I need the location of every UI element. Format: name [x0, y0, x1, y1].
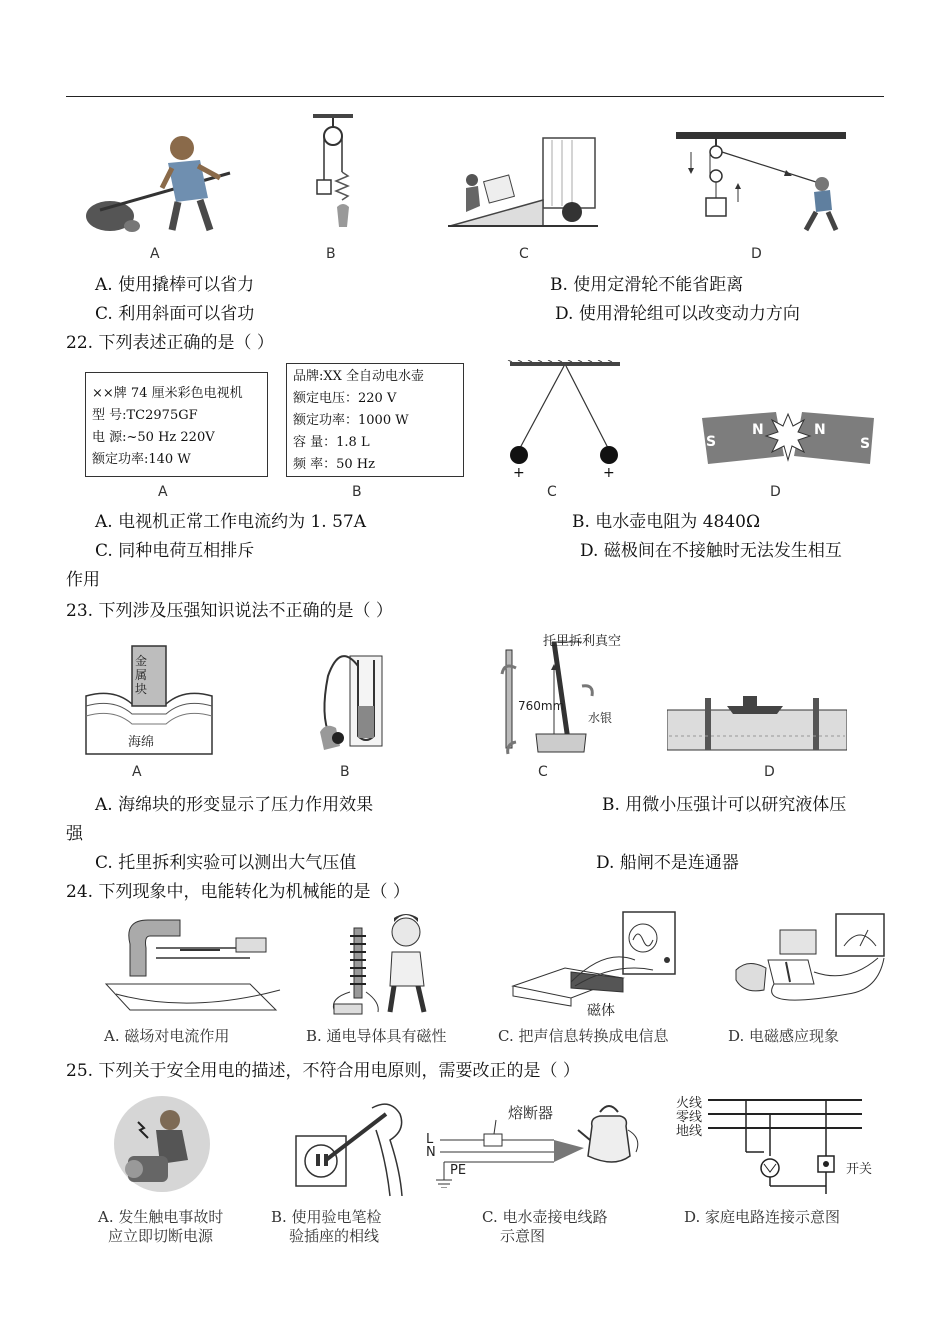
q22-figure-d-magnets — [698, 404, 880, 474]
q24-figure-d-induction — [728, 910, 888, 1018]
line-label-N: N — [426, 1145, 436, 1160]
q23-option-b: B. 用微小压强计可以研究液体压 — [602, 795, 847, 815]
kettle-line-2: 额定电压：220 V — [293, 391, 397, 406]
q21-option-d: D. 使用滑轮组可以改变动力方向 — [555, 304, 800, 324]
q25-caption-a2: 应立即切断电源 — [108, 1227, 214, 1245]
charge-sign-left: + — [513, 465, 525, 480]
q23-option-c: C. 托里拆利实验可以测出大气压值 — [95, 853, 357, 873]
magnet-pole-4: S — [860, 436, 871, 452]
switch-label: 开关 — [846, 1162, 873, 1177]
q21-option-b: B. 使用定滑轮不能省距离 — [550, 275, 744, 295]
q24-caption-b: B. 通电导体具有磁性 — [306, 1027, 447, 1045]
kettle-line-5: 频 率：50 Hz — [293, 457, 375, 472]
kettle-line-1: 品牌:XX 全自动电水壶 — [293, 369, 425, 384]
q21-label-c: C — [519, 246, 529, 262]
q21-figure-c-incline — [448, 134, 598, 234]
q21-label-d: D — [751, 246, 762, 262]
q25-figure-a-electric-shock — [112, 1094, 212, 1194]
q23-figure-c-torricelli — [496, 630, 646, 760]
q23-stem: 23. 下列涉及压强知识说法不正确的是（ ） — [66, 601, 393, 621]
tv-line-4: 额定功率:140 W — [92, 452, 191, 467]
wire-live-label: 火线 — [676, 1096, 703, 1111]
sponge-label: 海绵 — [128, 735, 155, 750]
q23-figure-b-manometer — [300, 636, 390, 756]
line-label-PE: PE — [450, 1163, 467, 1178]
wire-neutral-label: 零线 — [676, 1110, 703, 1125]
wire-ground-label: 地线 — [676, 1124, 703, 1139]
q22-option-b: B. 电水壶电阻为 4840Ω — [572, 512, 761, 532]
tv-line-3: 电 源:~50 Hz 220V — [92, 430, 215, 445]
q23-label-b: B — [340, 764, 350, 780]
q21-option-a: A. 使用撬棒可以省力 — [95, 275, 255, 295]
q24-figure-b-electromagnet — [320, 906, 450, 1018]
q22-label-d: D — [770, 484, 781, 500]
q22-tv-nameplate — [85, 372, 268, 477]
q22-kettle-nameplate — [286, 363, 464, 477]
q24-caption-d: D. 电磁感应现象 — [728, 1027, 840, 1045]
q24-stem: 24. 下列现象中，电能转化为机械能的是（ ） — [66, 882, 410, 902]
q24-caption-a: A. 磁场对电流作用 — [104, 1027, 230, 1045]
q23-option-d: D. 船闸不是连通器 — [596, 853, 739, 873]
q25-figure-d-home-circuit — [708, 1094, 863, 1198]
line-label-L: L — [426, 1132, 434, 1147]
tv-line-2: 型 号:TC2975GF — [92, 408, 198, 423]
q21-figure-d-pulley-group — [676, 132, 846, 238]
q25-figure-b-test-pen — [290, 1100, 410, 1204]
magnet-body-label: 磁体 — [587, 1003, 615, 1019]
magnet-pole-2: N — [752, 422, 764, 438]
q22-figure-c-charges — [500, 360, 630, 480]
q21-label-b: B — [326, 246, 336, 262]
kettle-line-3: 额定功率：1000 W — [293, 413, 409, 428]
q23-label-c: C — [538, 764, 548, 780]
q22-stem: 22. 下列表述正确的是（ ） — [66, 333, 274, 353]
q22-option-d: D. 磁极间在不接触时无法发生相互 — [580, 541, 842, 561]
kettle-line-4: 容 量：1.8 L — [293, 435, 370, 450]
q22-option-d-continued: 作用 — [66, 570, 100, 590]
mm760-label: 760mm — [518, 699, 565, 713]
q25-caption-b2: 验插座的相线 — [289, 1227, 380, 1245]
q22-label-b: B — [352, 484, 362, 500]
q22-option-c: C. 同种电荷互相排斥 — [95, 541, 255, 561]
q23-figure-d-ship-lock — [667, 688, 847, 752]
charge-sign-right: + — [603, 465, 615, 480]
tv-line-1: ××牌 74 厘米彩色电视机 — [92, 386, 243, 401]
metal-block-label: 金属块 — [135, 654, 148, 696]
q23-option-a: A. 海绵块的形变显示了压力作用效果 — [95, 795, 374, 815]
mercury-label: 水银 — [588, 711, 613, 725]
q25-caption-a1: A. 发生触电事故时 — [98, 1208, 224, 1226]
q25-caption-d1: D. 家庭电路连接示意图 — [684, 1208, 841, 1226]
q25-caption-c2: 示意图 — [500, 1227, 546, 1245]
q23-option-b-continued: 强 — [66, 824, 83, 844]
q21-figure-a-lever — [80, 118, 240, 240]
q24-figure-a-motor-effect — [100, 914, 285, 1018]
header-rule — [66, 96, 884, 97]
q22-option-a: A. 电视机正常工作电流约为 1. 57A — [95, 512, 367, 532]
q25-caption-b1: B. 使用验电笔检 — [271, 1208, 382, 1226]
q23-label-a: A — [132, 764, 142, 780]
q21-label-a: A — [150, 246, 160, 262]
q25-stem: 25. 下列关于安全用电的描述，不符合用电原则，需要改正的是（ ） — [66, 1061, 580, 1081]
q23-figure-a-sponge — [84, 640, 214, 756]
q21-option-c: C. 利用斜面可以省功 — [95, 304, 255, 324]
torricelli-vacuum-label: 托里拆利真空 — [543, 634, 622, 649]
q21-figure-b-pulley — [305, 112, 365, 242]
fuse-label: 熔断器 — [508, 1104, 554, 1122]
q22-label-c: C — [547, 484, 557, 500]
q23-label-d: D — [764, 764, 775, 780]
magnet-pole-3: N — [814, 422, 826, 438]
q22-label-a: A — [158, 484, 168, 500]
q24-caption-c: C. 把声信息转换成电信息 — [498, 1027, 669, 1045]
q25-caption-c1: C. 电水壶接电线路 — [482, 1208, 608, 1226]
magnet-pole-1: S — [706, 434, 717, 450]
